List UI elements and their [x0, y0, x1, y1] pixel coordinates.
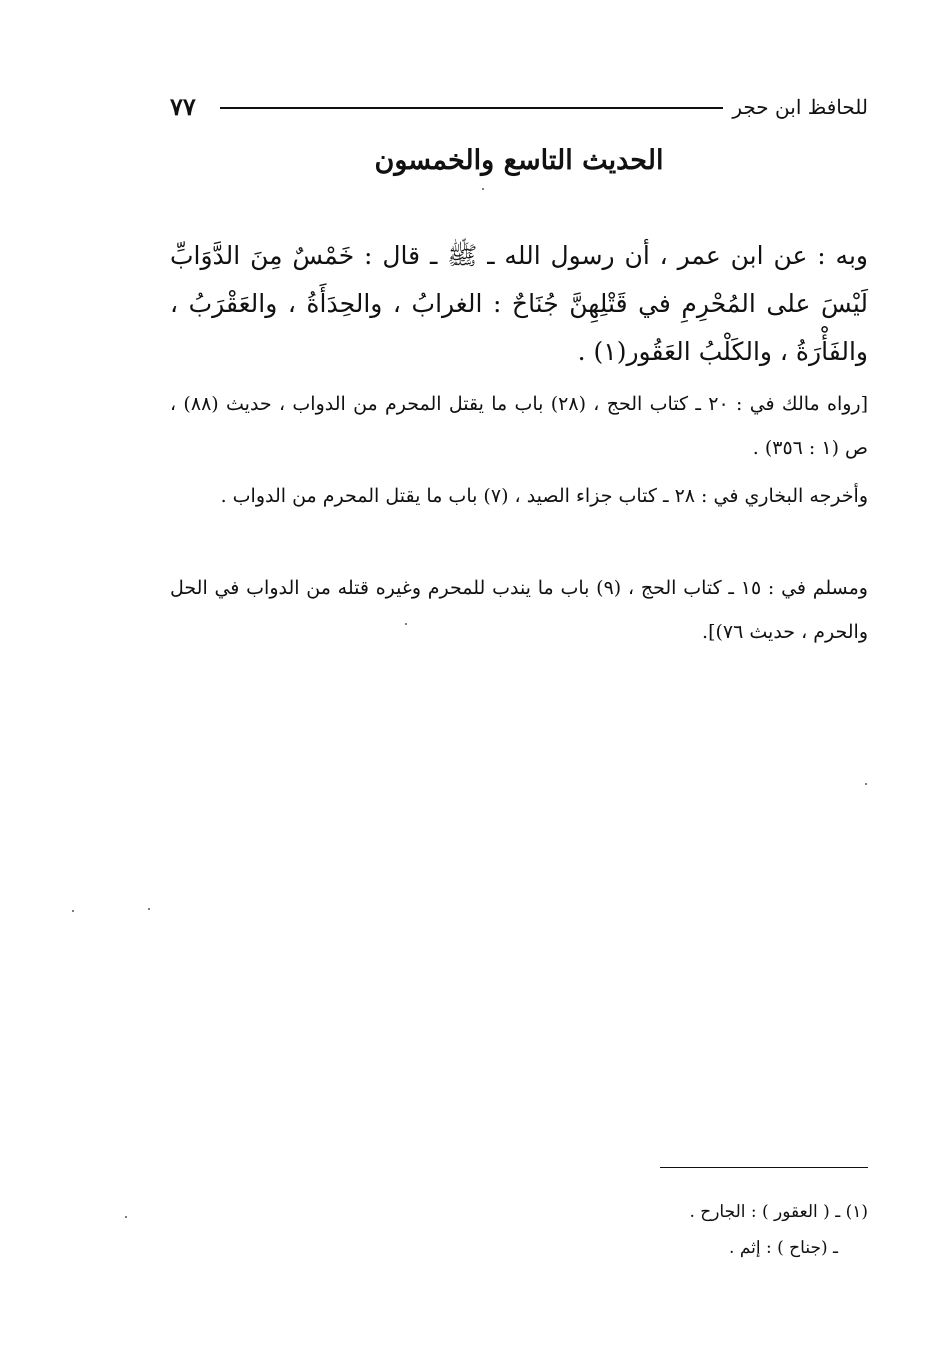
- chapter-title: الحديث التاسع والخمسون: [374, 145, 664, 176]
- footnote-1: (١) ـ ( العقور ) : الجارح .: [689, 1202, 868, 1222]
- page-header: [170, 92, 868, 122]
- scan-speck: [125, 1216, 127, 1218]
- scan-speck: [865, 783, 867, 785]
- scan-speck: [482, 188, 484, 190]
- takhrij-muslim: ومسلم في : ١٥ ـ كتاب الحج ، (٩) باب ما يندب للمحرم وغيره قتله من الدواب في الحل والحرم ، حديث ٧٦)].: [170, 577, 868, 643]
- scan-speck: [148, 908, 150, 910]
- takhrij-malik: [رواه مالك في : ٢٠ ـ كتاب الحج ، (٢٨) باب ما يقتل المحرم من الدواب ، حديث (٨٨) ، ص (١ : ٣٥٦) .: [170, 393, 868, 459]
- page-number: ٧٧: [170, 92, 196, 121]
- header-rule: [220, 107, 723, 109]
- hadith-text: وبه : عن ابن عمر ، أن رسول الله ـ ﷺ ـ قال : خَمْسٌ مِنَ الدَّوَابِّ لَيْسَ على المُحْرِمِ في قَتْلِهِنَّ جُنَاحٌ : الغرابُ ، والحِدَأَةُ ، والعَقْرَبُ ، والفَأْرَةُ ، والكَلْبُ العَقُور(١) .: [170, 241, 868, 366]
- scan-speck: [72, 910, 74, 912]
- takhrij-bukhari: وأخرجه البخاري في : ٢٨ ـ كتاب جزاء الصيد ، (٧) باب ما يقتل المحرم من الدواب .: [220, 485, 868, 507]
- footnotes: [560, 1194, 868, 1266]
- footnote-rule: [660, 1167, 868, 1168]
- scan-speck: [405, 623, 407, 625]
- running-title: للحافظ ابن حجر: [732, 95, 868, 119]
- footnote-2: ـ (جناح ) : إثم .: [729, 1238, 838, 1258]
